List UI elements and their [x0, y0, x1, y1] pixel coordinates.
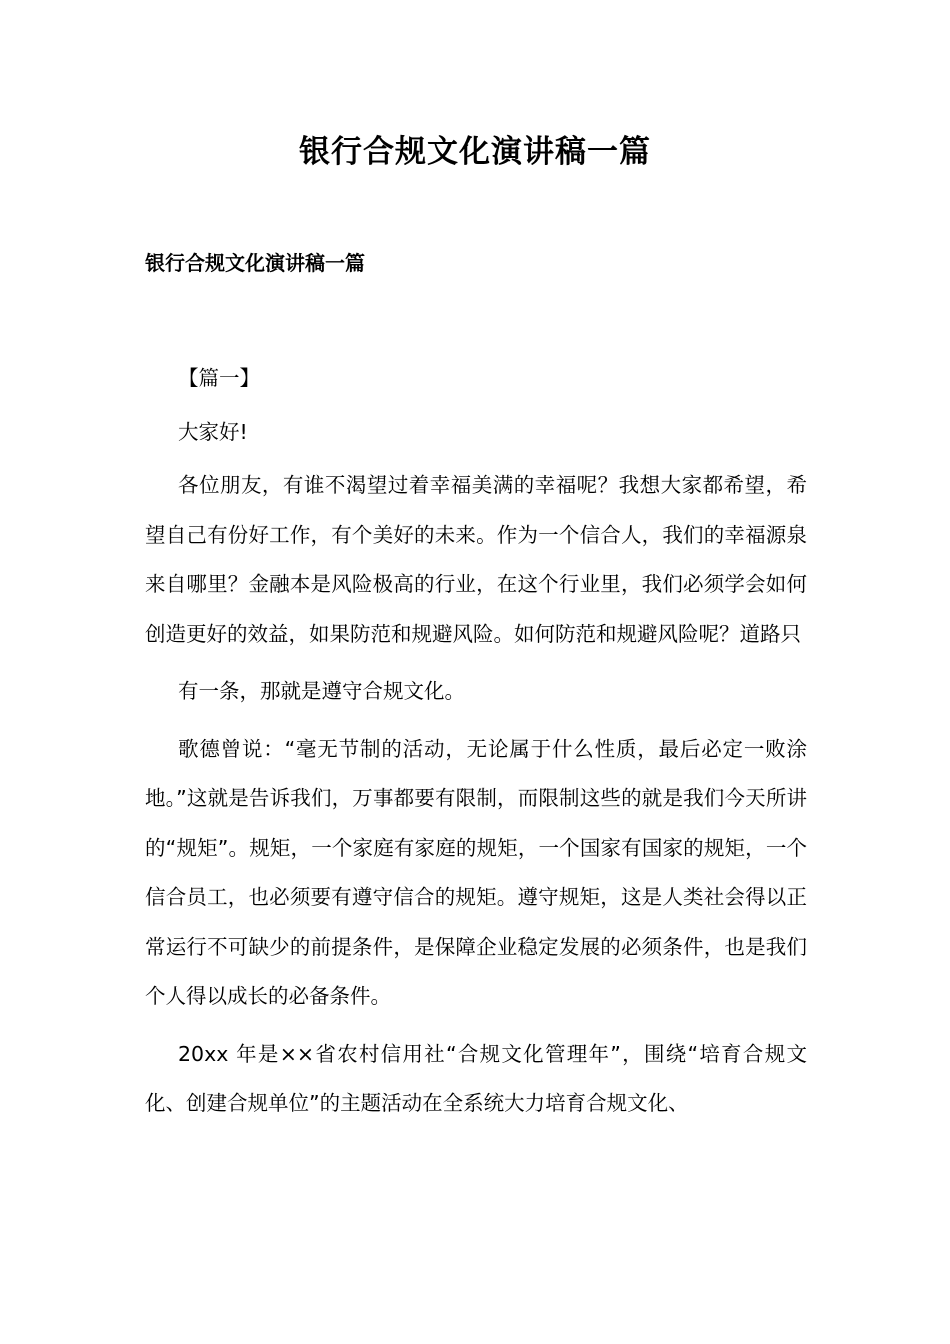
document-title: 银行合规文化演讲稿一篇 — [299, 134, 651, 170]
document-body — [145, 354, 807, 1137]
body-paragraph-2: 有一条，那就是遵守合规文化。 — [178, 679, 465, 703]
body-paragraph-3: 歌德曾说：“毫无节制的活动，无论属于什么性质，最后必定一败涂地。”这就是告诉我们，万事都要有限制，而限制这些的就是我们今天所讲的“规矩”。规矩，一个家庭有家庭的规矩，一个国家有国家的规矩，一个信合员工，也必须要有遵守信合的规矩。遵守规矩，这是人类社会得以正常运行不可缺少的前提条件，是保障企业稳定发展的必须条件，也是我们个人得以成长的必备条件。 — [145, 736, 807, 1008]
body-paragraph-1: 各位朋友，有谁不渴望过着幸福美满的幸福呢？我想大家都希望，希望自己有份好工作，有个美好的未来。作为一个信合人，我们的幸福源泉来自哪里？金融本是风险极高的行业，在这个行业里，我们必须学会如何创造更好的效益，如果防范和规避风险。如何防范和规避风险呢？道路只 — [145, 473, 807, 646]
document-subtitle: 银行合规文化演讲稿一篇 — [145, 251, 365, 275]
body-paragraph-4: 20xx 年是××省农村信用社“合规文化管理年”，围绕“培育合规文化、创建合规单位”的主题活动在全系统大力培育合规文化、 — [145, 1041, 807, 1115]
section-heading: 【篇一】 — [178, 366, 260, 390]
greeting-paragraph: 大家好! — [178, 419, 248, 444]
